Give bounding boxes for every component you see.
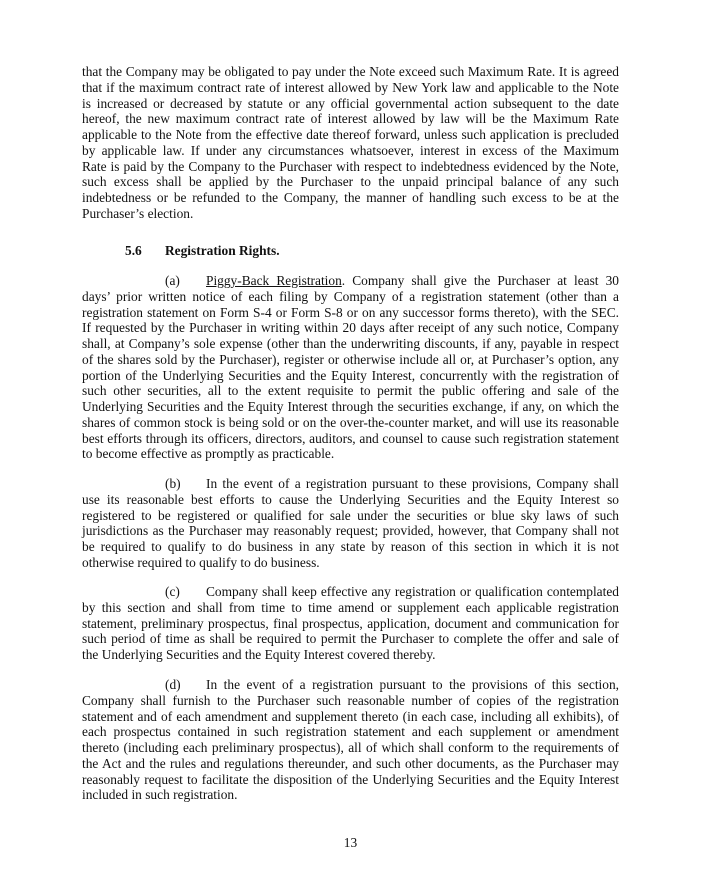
text-line: thereto (including each preliminary prospectus), all of which shall conform to the requirements of — [82, 740, 619, 755]
text-line: indebtedness or be refunded to the Company, the manner of handling such excess to be at the — [82, 190, 619, 205]
text-line: registered to be registered or qualified for sale under the securities or blue sky laws of such — [82, 507, 619, 523]
text-line: If requested by the Purchaser in writing within 20 days after receipt of any such notice, Company — [82, 320, 619, 336]
text-line: to become effective as promptly as practicable. — [82, 446, 335, 462]
text-line: by this section and shall from time to time amend or supplement each applicable registration — [82, 599, 619, 615]
subsection-first-text: In the event of a registration pursuant to the provisions of this section, — [206, 677, 619, 692]
text-line: shall, at Company’s sole expense (other than the underwriting discounts, if any, payable in respect — [82, 336, 619, 351]
text-line: is increased or decreased by statute or any official governmental action subsequent to the date — [82, 95, 619, 111]
subsection-label: (c) — [165, 584, 180, 599]
text-line: portion of the Underlying Securities and the Equity Interest, concurrently with the registration of — [82, 367, 619, 383]
text-line: be required to qualify to do business in any state by reason of this section in which it is not — [82, 539, 619, 554]
page-number: 13 — [343, 835, 358, 850]
text-line: Purchaser’s election. — [82, 205, 194, 221]
text-line: such other securities, all to the extent requisite to permit the public offering and sale of the — [82, 383, 619, 399]
subsection-first-line — [82, 476, 619, 492]
text-line: shares of common stock is being sold or on the over-the-counter market, and will use its reasonable — [82, 414, 619, 430]
subsection-first-line — [82, 677, 619, 693]
text-line: hereof, the new maximum contract rate of interest allowed by law will be the Maximum Rate — [82, 111, 619, 127]
text-line: that if the maximum contract rate of interest allowed by New York law and applicable to the Note — [82, 79, 619, 95]
subsection-label: (d) — [165, 677, 181, 692]
text-line: statement, preliminary prospectus, final prospectus, application, document and communication for — [82, 615, 619, 631]
text-line: Company shall furnish to the Purchaser such reasonable number of copies of the registration — [82, 692, 619, 708]
text-line: reasonably request to facilitate the disposition of the Underlying Securities and the Equity Interest — [82, 771, 619, 787]
section-number: 5.6 — [125, 243, 142, 258]
subsection-label: (b) — [165, 476, 181, 491]
text-line: included in such registration. — [82, 787, 238, 803]
subsection-first-text-rest: . Company shall give the Purchaser at least 30 — [341, 273, 620, 288]
text-line: jurisdictions as the Purchaser may reasonably request; provided, however, that Company shall not — [82, 523, 619, 539]
text-line: the Underlying Securities and the Equity Interest covered thereby. — [82, 647, 436, 662]
subsection-b — [82, 476, 619, 571]
subsection-d — [82, 677, 619, 803]
text-line: such period of time as shall be required to permit the Purchaser to complete the offer and sale of — [82, 631, 619, 647]
text-line: otherwise required to qualify to do business. — [82, 554, 320, 570]
text-line: best efforts through its officers, directors, auditors, and counsel to cause such registration statement — [82, 430, 619, 446]
text-line: Rate is paid by the Company to the Purchaser with respect to indebtedness evidenced by the Note, — [82, 158, 619, 174]
text-line: Underlying Securities and the Equity Interest through the securities exchange, if any, on which the — [82, 399, 619, 414]
subsection-first-text — [206, 273, 619, 289]
text-line: days’ prior written notice of each filing by Company of a registration statement (other than a — [82, 288, 619, 304]
subsection-first-line — [82, 584, 619, 600]
subsection-c — [82, 584, 619, 663]
text-line: by applicable law. If under any circumstances whatsoever, interest in excess of the Maximum — [82, 142, 619, 158]
subsection-label: (a) — [165, 273, 180, 288]
text-line: each prospectus contained in such registration statement and each supplement or amendment — [82, 724, 619, 740]
subsection-first-line — [82, 273, 619, 289]
section-title: Registration Rights. — [165, 243, 280, 258]
subsection-a — [82, 273, 619, 462]
text-line: of the shares sold by the Purchaser), register or otherwise include all or, at Purchaser’s option, any — [82, 351, 619, 367]
text-line: use its reasonable best efforts to cause the Underlying Securities and the Equity Interest so — [82, 491, 619, 507]
subsection-first-text: Company shall keep effective any registration or qualification contemplated — [206, 584, 619, 599]
text-line: applicable to the Note from the effective date thereof forward, unless such application is precluded — [82, 127, 619, 142]
text-line: registration statement on Form S-4 or Form S-8 or on any successor forms thereto), with the SEC. — [82, 304, 619, 320]
text-line: such excess shall be applied by the Purchaser to the unpaid principal balance of any such — [82, 174, 619, 190]
text-line: statement and of each amendment and supplement thereto (in each case, including all exhibits), of — [82, 708, 619, 724]
text-line: the Act and the rules and regulations thereunder, and such other documents, as the Purchaser may — [82, 755, 619, 771]
intro-paragraph — [82, 64, 619, 222]
subsection-heading: Piggy-Back Registration — [206, 273, 342, 288]
subsection-first-text: In the event of a registration pursuant to these provisions, Company shall — [206, 476, 619, 491]
text-line: that the Company may be obligated to pay under the Note exceed such Maximum Rate. It is agreed — [82, 64, 619, 79]
